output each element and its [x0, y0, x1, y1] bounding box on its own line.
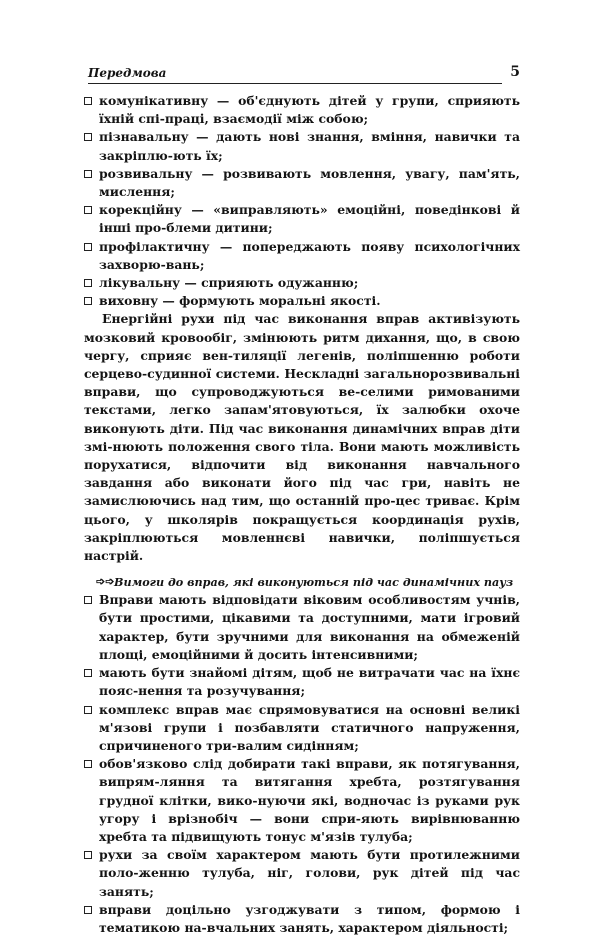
- list-item: [84, 128, 520, 164]
- list-item-text: комунікативну — об'єднують дітей у групи, сприяють їхній спі-працi, взаємодії між собою;: [99, 93, 520, 127]
- bullet-square-icon: [84, 243, 92, 251]
- list-item: [84, 165, 520, 201]
- body-paragraph: Енергійні рухи під час виконання вправ активізують мозковий кровообіг, змінюють ритм дихання, що, в свою чергу, сприяє вен-тиляції легенів, поліпшенню роботи серцево-судинної системи. Нескладні загальнорозвивальні вправи, що супроводжуються ве-селими римованими текстами, легко запам'ятовуються, їх залюбки охоче виконують діти. Під час виконання динамічних вправ діти змі-нюють положення свого тіла. Вони мають можливість порухатися, відпочити від виконання навчального завдання або виконати його під час гри, навіть не замислюючись над тим, що останній про-цес триває. Крім цього, у школярів покращується координація рухів, закріплюються мовленнєві навички, поліпшується настрій.: [84, 311, 520, 564]
- requirements-list: [84, 591, 520, 937]
- bullet-square-icon: [84, 170, 92, 178]
- functions-list: [84, 92, 520, 310]
- list-item-text: комплекс вправ має спрямовуватися на основні великі м'язові групи і позбавляти статичного напруження, спричиненого три-валим сидінням;: [99, 701, 520, 753]
- list-item: [84, 92, 520, 128]
- bullet-square-icon: [84, 596, 92, 604]
- list-item: [84, 901, 520, 937]
- bullet-square-icon: [84, 669, 92, 677]
- list-item: [84, 701, 520, 756]
- list-item-text: пізнавальну — дають нові знання, вміння, навички та закріплю-ють їх;: [99, 129, 520, 163]
- bullet-square-icon: [84, 706, 92, 714]
- header-rule: [88, 83, 502, 84]
- bullet-square-icon: [84, 760, 92, 768]
- section-title: Передмова: [88, 66, 167, 80]
- subheading-text: Вимоги до вправ, які виконуються під час динамічних пауз: [114, 575, 514, 590]
- list-item-text: мають бути знайомі дітям, щоб не витрачати час на їхнє пояс-нення та розучування;: [99, 665, 520, 699]
- list-item: [84, 238, 520, 274]
- bullet-square-icon: [84, 279, 92, 287]
- list-item: [84, 201, 520, 237]
- bullet-square-icon: [84, 133, 92, 141]
- list-item-text: профілактичну — попереджають появу психологічних захворю-вань;: [99, 238, 520, 272]
- bullet-square-icon: [84, 906, 92, 914]
- page-body: [84, 92, 520, 937]
- list-item: [84, 591, 520, 664]
- list-item-text: рухи за своїм характером мають бути протилежними поло-женню тулуба, ніг, голови, рук дітей під час занять;: [99, 847, 520, 899]
- bullet-square-icon: [84, 851, 92, 859]
- list-item: [84, 274, 520, 292]
- double-arrow-icon: ➩➩: [96, 575, 115, 589]
- list-item-text: Вправи мають відповідати віковим особливостям учнів, бути простими, цікавими та доступними, мати ігровий характер, бути зручними для виконання на обмеженій площі, емоційними й досить інтенсивними;: [99, 592, 520, 662]
- list-item-text: розвивальну — розвивають мовлення, увагу, пам'ять, мислення;: [99, 165, 520, 200]
- list-item-text: виховну — формують моральні якості.: [99, 293, 381, 309]
- list-item-text: лікувальну — сприяють одужанню;: [99, 275, 359, 291]
- list-item: [84, 755, 520, 846]
- page-number: 5: [510, 64, 520, 80]
- bullet-square-icon: [84, 297, 92, 305]
- subheading: [84, 573, 520, 591]
- list-item: [84, 846, 520, 901]
- bullet-square-icon: [84, 97, 92, 105]
- list-item-text: вправи доцільно узгоджувати з типом, формою і тематикою на-вчальних занять, характером діяльності;: [99, 901, 520, 935]
- list-item-text: обов'язково слід добирати такі вправи, як потягування, випрям-ляння та витягання хребта, розтягування грудної клітки, вико-нуючи які, водночас із руками рук угору і врізнобіч — вони спри-яють вирівнюванню хребта та підвищують тонус м'язів тулуба;: [99, 756, 520, 844]
- running-header: [88, 64, 520, 84]
- bullet-square-icon: [84, 206, 92, 214]
- list-item: [84, 292, 520, 310]
- list-item: [84, 664, 520, 700]
- list-item-text: корекційну — «виправляють» емоційні, поведінкові й інші про-блеми дитини;: [99, 202, 520, 236]
